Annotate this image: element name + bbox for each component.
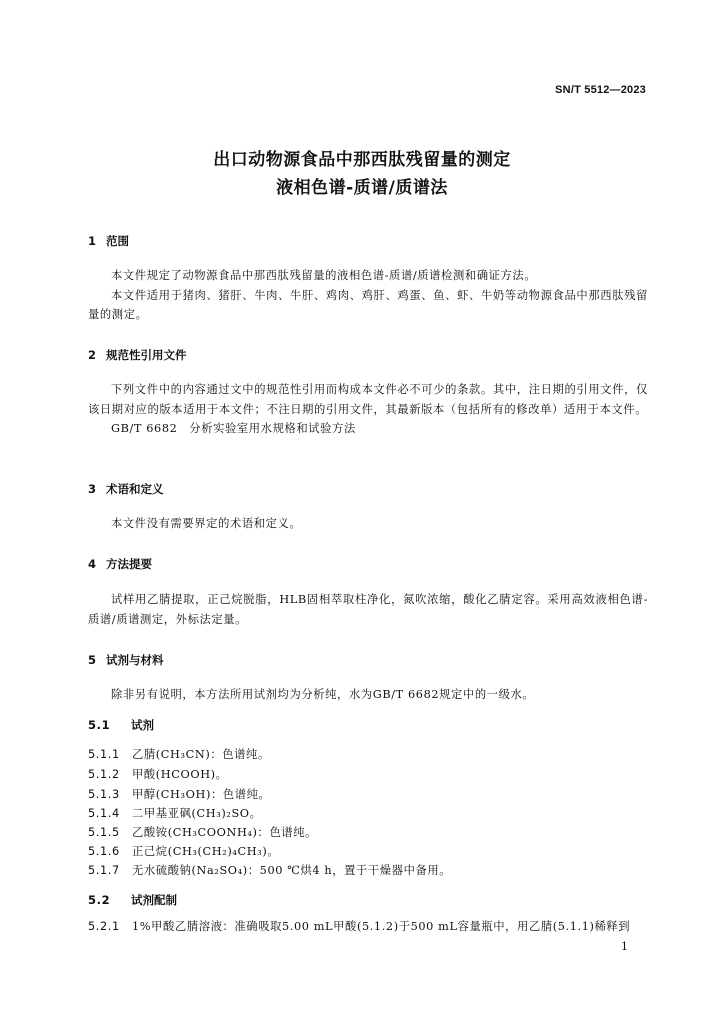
item-text: 甲酸(HCOOH)。 [132,768,228,781]
item-number: 5.2.1 [88,920,120,933]
item-text: 甲醇(CH₃OH)：色谱纯。 [132,788,271,801]
paragraph: 下列文件中的内容通过文中的规范性引用而构成本文件必不可少的条款。其中，注日期的引用文件，仅该日期对应的版本适用于本文件；不注日期的引用文件，其最新版本（包括所有的修改单）适用于本文件。 [88,383,648,416]
item-text: 无水硫酸钠(Na₂SO₄)：500 ℃烘4 h，置于干燥器中备用。 [132,864,452,877]
section-number: 2 [88,348,97,362]
item-number: 5.1.5 [88,826,120,839]
section-title: 术语和定义 [106,482,164,496]
document-title-line2: 液相色谱-质谱/质谱法 [276,178,448,198]
item-number: 5.1.3 [88,788,120,801]
subsection-title: 试剂 [131,718,154,732]
section-title: 规范性引用文件 [106,348,187,362]
section-4-body [88,590,648,629]
item-number: 5.1.7 [88,864,120,877]
section-1-heading [88,233,129,249]
list-item [88,786,648,802]
subsection-number: 5.2 [88,893,111,907]
list-item [88,805,648,821]
list-item [88,843,648,859]
item-number: 5.1.2 [88,768,120,781]
paragraph: 除非另有说明，本方法所用试剂均为分析纯，水为GB/T 6682规定中的一级水。 [111,688,535,701]
section-title: 试剂与材料 [106,653,164,667]
paragraph: 试样用乙腈提取，正己烷脱脂，HLB固相萃取柱净化，氮吹浓缩，酸化乙腈定容。采用高效液相色谱-质谱/质谱测定，外标法定量。 [88,593,648,626]
section-2-heading [88,347,187,363]
paragraph: 本文件没有需要界定的术语和定义。 [111,517,302,530]
section-5-heading [88,652,164,668]
item-text: 乙酸铵(CH₃COONH₄)：色谱纯。 [132,826,318,839]
section-title: 范围 [106,234,129,248]
paragraph: 本文件适用于猪肉、猪肝、牛肉、牛肝、鸡肉、鸡肝、鸡蛋、鱼、虾、牛奶等动物源食品中那西肽残留量的测定。 [88,288,648,321]
subsection-5-2-heading [88,892,177,908]
list-item [88,746,648,762]
subsection-number: 5.1 [88,718,111,732]
list-item [88,766,648,782]
item-number: 5.1.6 [88,845,120,858]
item-text: 乙腈(CH₃CN)：色谱纯。 [132,748,270,761]
item-number: 5.1.4 [88,807,120,820]
item-text: 正己烷(CH₃(CH₂)₄CH₃)。 [132,845,280,858]
section-3-heading [88,481,164,497]
subsection-5-1-heading [88,717,154,733]
section-1-body [88,266,648,325]
paragraph: 本文件规定了动物源食品中那西肽残留量的液相色谱-质谱/质谱检测和确证方法。 [111,269,537,282]
list-item [88,862,648,878]
page-number: 1 [621,940,628,953]
section-number: 3 [88,482,97,496]
section-4-heading [88,556,152,572]
document-title-line1: 出口动物源食品中那西肽残留量的测定 [213,150,511,170]
section-5-body [88,685,648,705]
section-title: 方法提要 [106,557,152,571]
section-number: 1 [88,234,97,248]
item-text: 1%甲酸乙腈溶液：准确吸取5.00 mL甲酸(5.1.2)于500 mL容量瓶中，用乙腈(5.1.1)稀释到 [132,920,631,933]
section-number: 4 [88,557,97,571]
reference-entry: GB/T 6682 分析实验室用水规格和试验方法 [111,422,356,435]
list-item [88,824,648,840]
section-number: 5 [88,653,97,667]
subsection-title: 试剂配制 [131,893,177,907]
item-text: 二甲基亚砜(CH₃)₂SO。 [132,807,262,820]
item-number: 5.1.1 [88,748,120,761]
list-item [88,918,648,934]
section-3-body [88,514,648,534]
standard-code: SN/T 5512—2023 [555,84,646,96]
section-2-body [88,380,648,439]
